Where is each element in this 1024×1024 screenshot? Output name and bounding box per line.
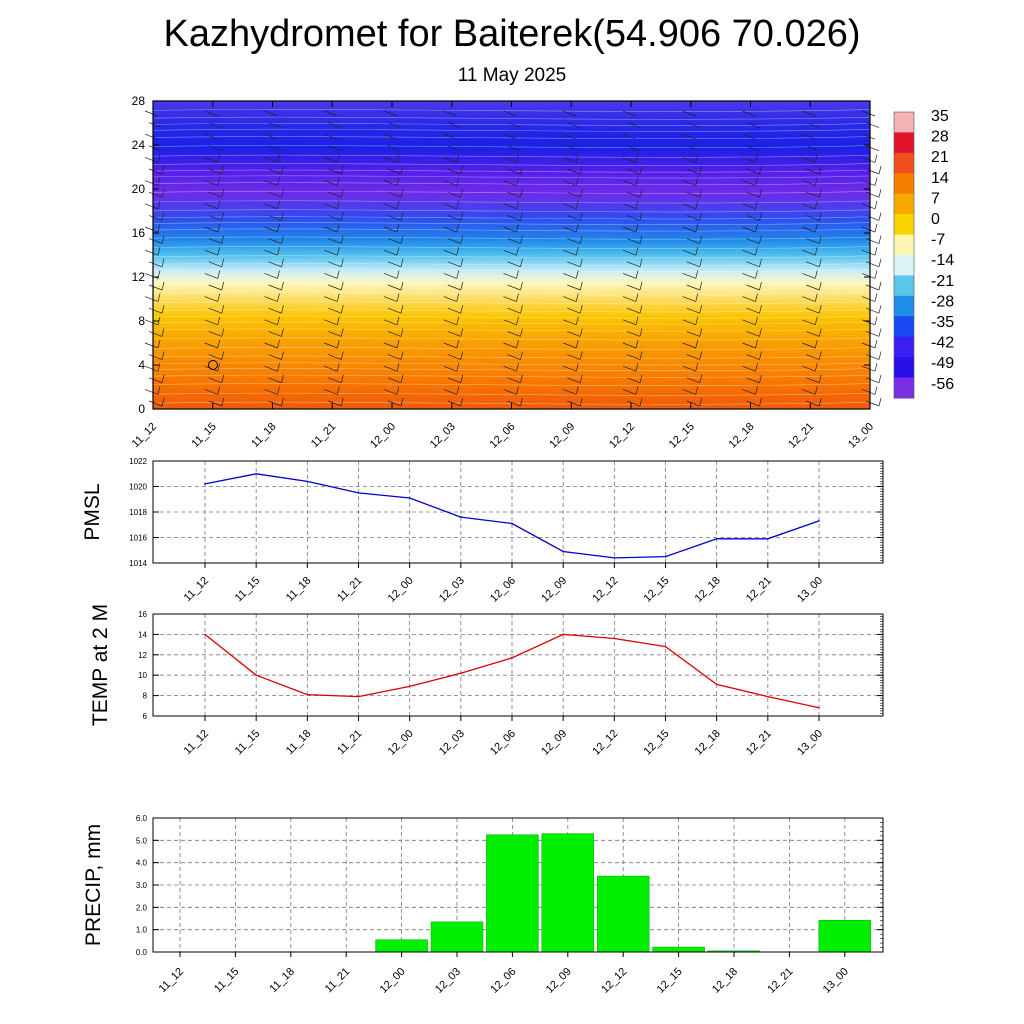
precip-bar [542,834,594,952]
temp-frame [153,614,883,716]
x-tick-label: 12_18 [710,965,741,996]
x-tick-label: 12_21 [743,574,774,605]
y-tick-label: 12 [131,270,145,284]
colorbar [894,108,954,399]
y-tick-label: 6 [142,712,147,721]
precip-bar [597,876,649,952]
colorbar-swatch [894,337,914,358]
x-tick-label: 12_15 [666,420,697,451]
y-tick-label: 1014 [129,559,147,568]
data-point [562,551,564,553]
x-tick-label: 11_12 [129,420,160,451]
x-tick-label: 11_15 [189,420,219,451]
y-tick-label: 1022 [129,457,147,466]
wind-barb-flag [875,201,877,209]
data-point [614,557,616,559]
y-tick-label: 0.0 [135,948,147,957]
y-tick-label: 1018 [129,508,147,517]
x-tick-label: 12_06 [488,965,519,996]
wind-barb-flag [879,189,881,197]
y-tick-label: 1.0 [135,925,147,935]
y-tick-label: 2.0 [135,903,147,913]
x-tick-label: 12_00 [368,420,399,451]
x-tick-label: 11_18 [249,420,279,451]
data-point [511,523,513,525]
y-tick-label: 0 [138,402,145,416]
x-tick-label: 12_06 [488,727,519,758]
data-point [767,696,769,698]
x-tick-label: 12_00 [385,727,416,758]
data-point [614,638,616,640]
x-tick-label: 13_00 [820,965,851,996]
x-tick-label: 12_09 [543,965,574,996]
data-point [511,657,513,659]
x-tick-label: 12_03 [433,965,464,996]
x-tick-label: 12_00 [377,965,408,996]
x-tick-label: 12_03 [436,574,467,605]
pmsl-axis-label: PMSL [81,483,104,541]
colorbar-label: -42 [931,334,955,352]
wind-barb-flag [875,178,877,186]
colorbar-swatch [894,378,914,399]
precip-panel [82,814,883,996]
page-title: Kazhydromet for Baiterek(54.906 70.026) [163,13,861,55]
data-point [307,481,309,483]
colorbar-label: -21 [931,272,955,290]
data-point [409,497,411,499]
x-tick-label: 11_18 [283,727,314,758]
colorbar-label: -49 [931,355,955,373]
data-point [358,696,360,698]
y-tick-label: 24 [131,138,145,152]
x-tick-label: 12_12 [607,420,638,451]
pmsl-grid [153,461,883,563]
wind-barb-flag [879,166,881,174]
x-tick-label: 12_15 [641,574,672,605]
x-tick-label: 12_21 [765,965,796,996]
precip-bar [431,922,483,952]
data-point [562,634,564,636]
colorbar-swatch [894,255,914,276]
wind-barb-flag [875,363,877,371]
x-tick-label: 11_21 [335,727,365,758]
x-tick-label: 12_12 [590,574,621,605]
colorbar-swatch [894,316,914,337]
wind-barb-flag [879,375,881,383]
data-point [307,694,309,696]
temp-grid [153,614,883,716]
x-tick-label: 11_15 [232,727,263,758]
y-tick-label: 5.0 [135,836,147,846]
x-tick-label: 12_03 [436,727,467,758]
temp-axis-label: TEMP at 2 M [89,603,112,727]
colorbar-swatch [894,296,914,317]
wind-barb-flag [875,294,877,302]
x-tick-label: 12_12 [599,965,630,996]
wind-barb-flag [875,386,877,394]
y-tick-label: 3.0 [135,881,147,890]
data-point [460,672,462,674]
temp-ticks [138,610,883,758]
colorbar-label: 0 [931,211,940,228]
wind-barb-flag [875,317,877,325]
x-tick-label: 12_03 [427,420,458,451]
x-tick-label: 12_18 [726,420,757,451]
wind-barb-flag [875,270,877,278]
x-tick-label: 12_21 [743,727,774,758]
data-point [818,707,820,709]
data-point [204,634,206,636]
colorbar-label: -35 [931,314,955,331]
colorbar-label: -28 [931,293,955,311]
data-point [665,556,667,558]
colorbar-label: 35 [931,108,949,125]
x-tick-label: 11_12 [156,965,187,996]
data-point [358,492,360,494]
wind-barb-flag [879,282,881,290]
colorbar-swatch [894,235,914,256]
y-tick-label: 12 [138,650,147,660]
y-tick-label: 4.0 [135,858,147,868]
precip-bar [819,920,871,952]
x-tick-label: 13_00 [846,420,877,451]
colorbar-label: -7 [931,231,946,249]
y-tick-label: 4 [138,358,145,372]
y-tick-label: 8 [142,691,147,701]
wind-barb-flag [879,398,881,406]
wind-barb-flag [875,224,877,232]
colorbar-label: 7 [931,190,940,208]
y-tick-label: 1020 [129,482,147,492]
colorbar-swatch [894,173,914,194]
precip-bar [486,835,538,952]
x-tick-label: 12_09 [539,574,570,605]
x-tick-label: 12_12 [590,727,621,758]
x-tick-label: 11_18 [283,574,314,605]
x-tick-label: 12_06 [488,574,519,605]
pmsl-ticks [129,457,883,605]
x-tick-label: 12_21 [786,420,817,451]
y-tick-label: 14 [138,630,147,640]
x-tick-label: 12_09 [547,420,578,451]
temp-panel [89,604,883,758]
pmsl-panel [81,457,883,605]
y-tick-label: 10 [138,671,147,681]
x-tick-label: 12_15 [641,727,672,758]
x-tick-label: 11_21 [322,965,353,996]
data-point [767,538,769,540]
colorbar-label: -14 [931,252,955,270]
wind-barb-flag [879,259,881,267]
x-tick-label: 12_06 [487,420,518,451]
wind-barb-flag [875,247,877,255]
x-tick-label: 11_12 [181,727,212,758]
colorbar-swatch [894,153,914,174]
data-point [255,473,257,475]
x-tick-label: 12_18 [692,727,723,758]
x-tick-label: 13_00 [795,727,826,758]
x-tick-label: 11_15 [232,574,263,605]
precip-axis-label: PRECIP, mm [82,823,105,947]
data-point [716,538,718,540]
data-point [716,684,718,686]
data-point [255,674,257,676]
colorbar-label: 21 [931,149,949,167]
colorbar-label: -56 [931,375,955,393]
colorbar-swatch [894,132,914,153]
precip-bar [653,947,705,952]
colorbar-swatch [894,357,914,378]
data-point [409,686,411,688]
colorbar-label: 14 [931,169,949,187]
temperature-cross-section [130,94,881,451]
data-point [204,483,206,485]
y-tick-label: 28 [131,94,145,108]
x-tick-label: 13_00 [795,574,826,605]
y-tick-label: 16 [131,226,145,240]
data-point [460,516,462,518]
y-tick-label: 6.0 [135,814,147,823]
colorbar-swatch [894,214,914,235]
x-tick-label: 11_21 [335,574,365,605]
x-tick-label: 11_15 [211,965,242,996]
precip-bar [376,940,428,952]
wind-barb-flag [879,236,881,244]
x-tick-label: 11_18 [267,965,297,996]
precip-bars [376,834,871,952]
x-tick-label: 11_21 [308,420,339,451]
colorbar-swatch [894,275,914,296]
wind-barb-flag [879,352,881,360]
wind-barb-flag [879,212,881,220]
page-subtitle: 11 May 2025 [457,65,567,86]
x-tick-label: 12_15 [654,965,685,996]
x-tick-label: 11_12 [181,574,212,605]
data-point [818,520,820,522]
y-tick-label: 20 [131,182,145,196]
colorbar-swatch [894,112,914,133]
colorbar-label: 28 [931,128,949,146]
wind-barb-flag [879,305,881,313]
wind-barb-flag [875,154,877,162]
wind-barb-flag [879,328,881,336]
x-tick-label: 12_09 [539,727,570,758]
y-tick-label: 16 [138,610,147,619]
colorbar-swatch [894,194,914,215]
x-tick-label: 12_18 [692,574,723,605]
wind-barb-flag [875,340,877,348]
data-point [665,646,667,648]
y-tick-label: 8 [138,314,145,328]
x-tick-label: 12_00 [385,574,416,605]
y-tick-label: 1016 [129,533,147,543]
